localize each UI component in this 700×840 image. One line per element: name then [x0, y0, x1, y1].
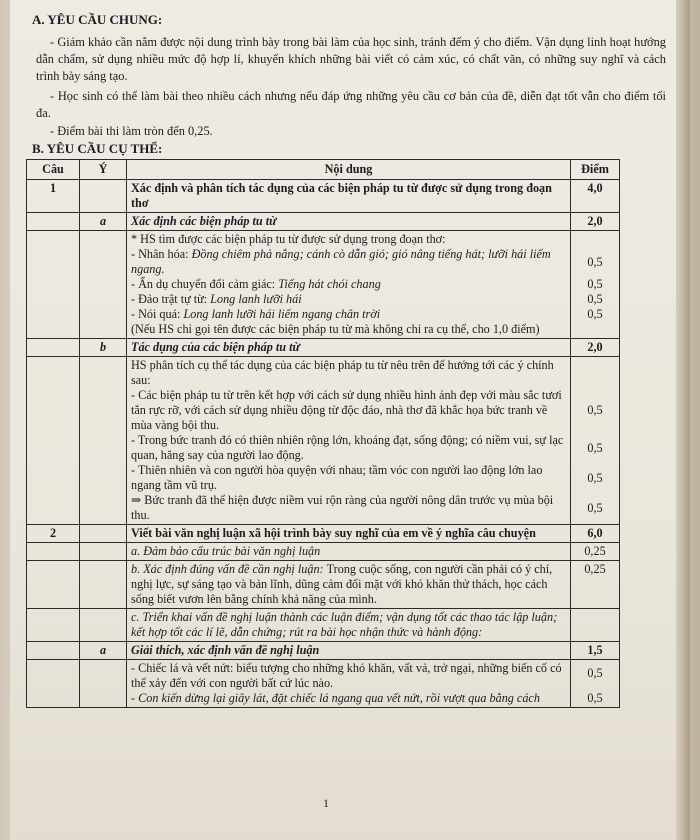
q1-points: 4,0	[571, 180, 620, 213]
q1a-note: (Nếu HS chỉ gọi tên được các biện pháp tu từ mà không chỉ ra cụ thể, cho 1,0 điểm)	[131, 322, 540, 336]
q1-number: 1	[27, 180, 80, 213]
q1b-item-2-points: 0,5	[587, 441, 603, 455]
grading-table	[26, 159, 620, 708]
q2a-points: 1,5	[571, 642, 620, 660]
q1-title: Xác định và phân tích tác dụng của các biện pháp tu từ được sử dụng trong đoạn thơ	[127, 180, 571, 213]
q1a-item-1-points: 0,5	[587, 255, 603, 269]
q1b-title: Tác dụng của các biện pháp tu từ	[127, 339, 571, 357]
q2a-content-row	[27, 660, 620, 708]
q1a-item-4-points: 0,5	[587, 307, 603, 321]
q1a-label: a	[80, 213, 127, 231]
q1a-item-2-points: 0,5	[587, 277, 603, 291]
q1a-item-2: - Ẩn dụ chuyển đổi cảm giác: Tiếng hát chói chang	[131, 277, 381, 291]
q1a-item-3: - Đảo trật tự từ: Long lanh lưỡi hái	[131, 292, 302, 306]
q2a-title: Giải thích, xác định vấn đề nghị luận	[127, 642, 571, 660]
q1a-content	[127, 231, 571, 339]
q1a-row	[27, 213, 620, 231]
q2a-item-1-points: 0,5	[587, 666, 603, 680]
q2-issue: b. Xác định đúng vấn đề cần nghị luận: Trong cuộc sống, con người cần phải có ý chí, nghị lực, sự sáng tạo và bản lĩnh, dũng cảm đối mặt với khó khăn thử thách, học cách sống biết vươn lên bằng chính khả năng của mình.	[127, 561, 571, 609]
page-edge	[676, 0, 690, 840]
q1b-points: 2,0	[571, 339, 620, 357]
q1a-point-list	[571, 231, 620, 339]
q2-title: Viết bài văn nghị luận xã hội trình bày suy nghĩ của em về ý nghĩa câu chuyện	[127, 525, 571, 543]
q2a-row	[27, 642, 620, 660]
q2-structure-points: 0,25	[571, 543, 620, 561]
q2-develop: c. Triển khai vấn đề nghị luận thành các luận điểm; vận dụng tốt các thao tác lập luận; kết hợp tốt các lí lẽ, dẫn chứng; rút ra bài học nhận thức và hành động:	[127, 609, 571, 642]
q2a-item-2-points: 0,5	[587, 691, 603, 705]
q1a-title: Xác định các biện pháp tu từ	[127, 213, 571, 231]
q1b-item-1-points: 0,5	[587, 403, 603, 417]
q1b-point-list	[571, 357, 620, 525]
q1b-intro: HS phân tích cụ thể tác dụng của các biện pháp tu từ nêu trên để hướng tới các ý chính sau:	[131, 358, 554, 387]
q1a-item-4: - Nói quá: Long lanh lưỡi hái liếm ngang chân trời	[131, 307, 381, 321]
paragraph-2: - Học sinh có thể làm bài theo nhiều cách nhưng nếu đáp ứng những yêu cầu cơ bản của đề, diễn đạt tốt vẫn cho điểm tối đa.	[36, 89, 666, 120]
q1b-row	[27, 339, 620, 357]
q1a-item-1: - Nhân hóa: Đồng chiêm phả nắng; cánh cò dẫn gió; gió nâng tiếng hát; lưỡi hái liếm ngang.	[131, 247, 551, 276]
q1b-item-4-points: 0,5	[587, 501, 603, 515]
q1b-item-4: ⇒ Bức tranh đã thể hiện được niềm vui rộn ràng của người nông dân trước vụ mùa bội thu.	[131, 493, 554, 522]
q2-structure: a. Đảm bảo cấu trúc bài văn nghị luận	[127, 543, 571, 561]
q1a-points: 2,0	[571, 213, 620, 231]
table-header-row	[27, 160, 620, 180]
q1a-content-row	[27, 231, 620, 339]
header-y: Ý	[80, 160, 127, 180]
q1b-label: b	[80, 339, 127, 357]
document-page	[10, 0, 690, 840]
q1b-content-row	[27, 357, 620, 525]
header-diem: Điểm	[571, 160, 620, 180]
q2-issue-points: 0,25	[571, 561, 620, 609]
q2-develop-row	[27, 609, 620, 642]
q2a-item-1: - Chiếc lá và vết nứt: biểu tượng cho những khó khăn, vất vả, trở ngại, những biến cố có thể xảy đến với con người bất cứ lúc nào.	[131, 661, 562, 690]
q2a-item-2: - Con kiến dừng lại giây lát, đặt chiếc lá ngang qua vết nứt, rồi vượt qua bằng cách	[131, 691, 540, 705]
q1b-content	[127, 357, 571, 525]
q2-row	[27, 525, 620, 543]
paragraph-1: - Giám khảo cần nắm được nội dung trình bày trong bài làm của học sinh, tránh đếm ý cho điểm. Vận dụng linh hoạt hướng dẫn chấm, sử dụng nhiều mức độ hợp lí, khuyến khích những bài viết có cảm xúc, có chất văn, có những suy nghĩ và cách trình bày sáng tạo.	[36, 35, 666, 83]
q1a-item-3-points: 0,5	[587, 292, 603, 306]
q2-issue-row	[27, 561, 620, 609]
q2a-content	[127, 660, 571, 708]
paragraph-3: - Điểm bài thi làm tròn đến 0,25.	[50, 124, 213, 138]
q1b-item-2: - Trong bức tranh đó có thiên nhiên rộng lớn, khoáng đạt, sống động; có niềm vui, sự lạc quan, hăng say của người lao động.	[131, 433, 564, 462]
q1b-item-3-points: 0,5	[587, 471, 603, 485]
q2a-point-list	[571, 660, 620, 708]
q1-row	[27, 180, 620, 213]
q2-structure-row	[27, 543, 620, 561]
section-a-title: A. YÊU CẦU CHUNG:	[32, 12, 163, 27]
header-cau: Câu	[27, 160, 80, 180]
q2-points: 6,0	[571, 525, 620, 543]
page-number: 1	[323, 796, 329, 810]
q2a-label: a	[80, 642, 127, 660]
header-noidung: Nội dung	[127, 160, 571, 180]
q1a-intro: * HS tìm được các biện pháp tu từ được sử dụng trong đoạn thơ:	[131, 232, 446, 246]
q1b-item-1: - Các biện pháp tu từ trên kết hợp với cách sử dụng nhiều hình ảnh đẹp với màu sắc tươi tắn rực rỡ, với cách sử dụng nhiều động từ độc đáo, nhà thơ đã khắc họa bức tranh về mùa vàng bội thu.	[131, 388, 562, 432]
q2-develop-points	[571, 609, 620, 642]
section-b-title: B. YÊU CẦU CỤ THỂ:	[32, 141, 163, 156]
q1b-item-3: - Thiên nhiên và con người hòa quyện với nhau; tầm vóc con người lao động lớn lao ngang tầm vũ trụ.	[131, 463, 543, 492]
q2-number: 2	[27, 525, 80, 543]
